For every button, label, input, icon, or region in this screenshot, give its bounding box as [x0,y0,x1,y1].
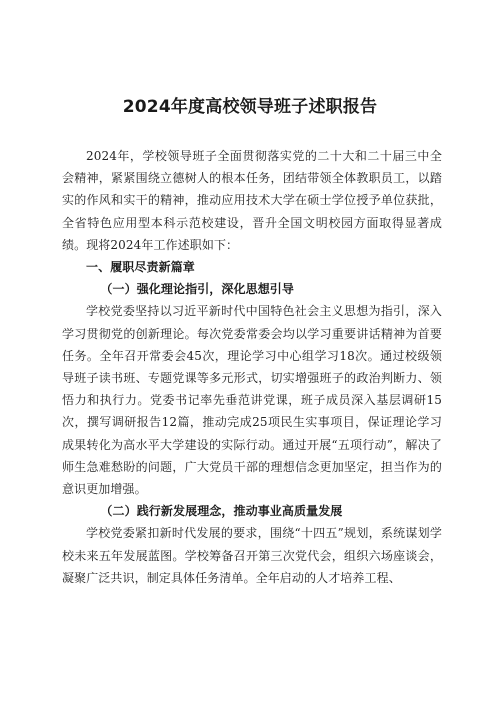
subsection-heading-1: （一）强化理论指引，深化思想引导 [100,282,294,297]
document-title: 2024年度高校领导班子述职报告 [122,97,378,117]
document-body [62,145,442,589]
section-heading-1: 一、履职尽责新篇章 [86,260,195,275]
intro-paragraph: 2024年，学校领导班子全面贯彻落实党的二十大和二十届三中全会精神，紧紧围绕立德树人的根本任务，团结带领全体教职员工，以踏实的作风和实干的精神，推动应用技术大学在硕士学位授予单位获批，全省特色应用型本科示范校建设，晋升全国文明校园方面取得显著成绩。现将2024年工作述职如下： [62,149,442,252]
subsection-heading-2: （二）践行新发展理念，推动事业高质量发展 [100,504,343,519]
subsection-2-paragraph: 学校党委紧扣新时代发展的要求，围绕“十四五”规划，系统谋划学校未来五年发展蓝图。学校筹备召开第三次党代会，组织六场座谈会，凝聚广泛共识，制定具体任务清单。全年启动的人才培养工程、 [62,526,442,585]
subsection-1-paragraph: 学校党委坚持以习近平新时代中国特色社会主义思想为指引，深入学习贯彻党的创新理论。每次党委常委会均以学习重要讲话精神为首要任务。全年召开常委会45次，理论学习中心组学习18次。通过校级领导班子读书班、专题党课等多元形式，切实增强班子的政治判断力、领悟力和执行力。党委书记率先垂范讲党课，班子成员深入基层调研15次，撰写调研报告12篇，推动完成25项民生实事项目，保证理论学习成果转化为高水平大学建设的实际行动。通过开展“五项行动”，解决了师生急难愁盼的问题，广大党员干部的理想信念更加坚定，担当作为的意识更加增强。 [62,304,442,497]
